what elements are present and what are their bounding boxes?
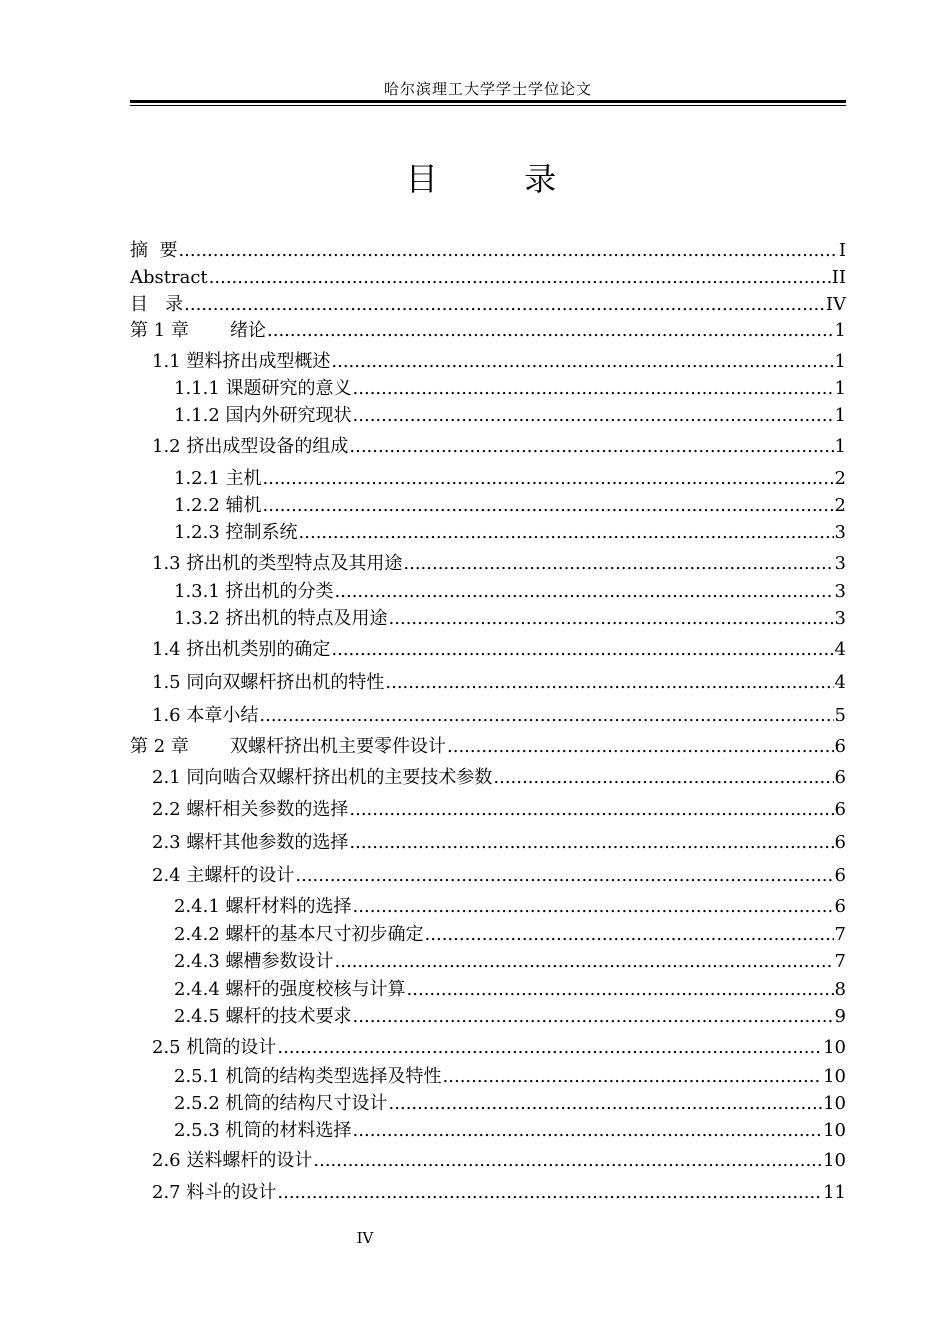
toc-entry-page: 6 [834, 799, 846, 820]
toc-entry-page: IV [825, 294, 846, 315]
toc-entry-page: 11 [823, 1182, 846, 1203]
toc-dot-leader [353, 1120, 823, 1142]
toc-entry-title: 螺槽参数设计 [225, 951, 334, 972]
toc-entry-label [174, 1093, 388, 1115]
toc-entry-page: 7 [834, 924, 846, 945]
toc-entry-label [174, 1066, 442, 1088]
toc-entry-title: 双螺杆挤出机主要零件设计 [230, 736, 446, 757]
toc-entry-number: 1.3.1 [174, 581, 220, 602]
toc-entry[interactable] [152, 1150, 846, 1172]
toc-entry[interactable] [174, 405, 846, 427]
toc-entry[interactable] [174, 468, 846, 490]
toc-entry-number: 2.4.4 [174, 979, 220, 1000]
header-rule-thin [130, 105, 846, 106]
toc-entry-number: 1.1.1 [174, 378, 220, 399]
toc-dot-leader [331, 639, 833, 661]
toc-entry-title: 课题研究的意义 [225, 378, 352, 399]
toc-entry-label [152, 1150, 312, 1172]
toc-entry-number: 2.5.2 [174, 1093, 220, 1114]
toc-entry-title: 本章小结 [186, 705, 259, 726]
toc-dot-leader [389, 608, 834, 630]
toc-entry[interactable] [174, 896, 846, 918]
toc-entry-label [174, 405, 352, 427]
toc-dot-leader [353, 896, 834, 918]
toc-entry[interactable] [174, 522, 846, 544]
toc-dot-leader [178, 240, 837, 262]
toc-entry[interactable] [174, 1066, 846, 1088]
toc-entry-page: 3 [834, 522, 846, 543]
toc-entry-number: 1.3 [152, 553, 181, 574]
toc-entry-page: 10 [823, 1066, 846, 1087]
toc-entry-label [152, 553, 402, 575]
toc-entry[interactable] [174, 1093, 846, 1115]
toc-entry[interactable] [152, 832, 846, 854]
toc-entry-number: 2.4.2 [174, 924, 220, 945]
toc-dot-leader [385, 672, 833, 694]
toc-entry-label [174, 979, 406, 1001]
running-header: 哈尔滨理工大学学士学位论文 [383, 80, 592, 98]
toc-entry-number: 1.1 [152, 351, 181, 372]
header-rule-thick [130, 100, 846, 103]
toc-entry-page: I [838, 240, 846, 261]
toc-dot-leader [267, 320, 834, 342]
toc-entry-page: 8 [834, 979, 846, 1000]
toc-entry-page: 10 [823, 1120, 846, 1141]
toc-entry-title: 国内外研究现状 [225, 405, 352, 426]
toc-entry-title: 挤出机类别的确定 [186, 639, 331, 660]
toc-entry-label [174, 951, 334, 973]
toc-dot-leader [443, 1066, 823, 1088]
toc-entry-page: 1 [834, 405, 846, 426]
toc-entry-title: 机筒的结构类型选择及特性 [225, 1066, 442, 1087]
toc-entry-number: 1.2 [152, 436, 181, 457]
toc-entry[interactable] [152, 865, 846, 887]
toc-entry-number: 2.5 [152, 1037, 181, 1058]
toc-entry-page: 7 [834, 951, 846, 972]
toc-dot-leader [263, 468, 834, 490]
toc-entry-page: 3 [834, 581, 846, 602]
page-title: 目 录 [405, 160, 571, 198]
toc-entry-label [152, 436, 348, 458]
toc-entry-label [152, 1182, 276, 1204]
toc-entry[interactable] [174, 378, 846, 400]
toc-entry-page: 2 [834, 468, 846, 489]
toc-entry-number: 第 2 章 [130, 736, 189, 757]
toc-entry-label [152, 672, 384, 694]
toc-entry-label [130, 736, 446, 758]
toc-entry-number: 2.6 [152, 1150, 181, 1171]
toc-entry-label [152, 351, 330, 373]
toc-entry[interactable] [174, 951, 846, 973]
toc-entry[interactable] [130, 294, 846, 316]
toc-entry-title: 辅机 [225, 495, 262, 516]
toc-dot-leader [277, 1182, 822, 1204]
toc-entry[interactable] [152, 799, 846, 821]
toc-dot-leader [425, 924, 834, 946]
toc-entry-label [174, 1006, 352, 1028]
toc-entry[interactable] [152, 767, 846, 789]
toc-entry[interactable] [152, 1037, 846, 1059]
toc-entry-title: 目 录 [130, 294, 184, 315]
toc-dot-leader [353, 405, 834, 427]
toc-entry-page: 10 [823, 1150, 846, 1171]
toc-entry-title: 料斗的设计 [186, 1182, 277, 1203]
toc-entry-label [130, 294, 183, 316]
toc-entry[interactable] [152, 351, 846, 373]
toc-entry-number: 2.2 [152, 799, 181, 820]
toc-entry-page: 4 [834, 639, 846, 660]
toc-entry-title: 螺杆其他参数的选择 [186, 832, 349, 853]
toc-dot-leader [349, 832, 833, 854]
toc-entry-title: 挤出机的分类 [225, 581, 334, 602]
toc-entry-title: 机筒的材料选择 [225, 1120, 352, 1141]
toc-entry-label [130, 240, 177, 262]
toc-dot-leader [263, 495, 834, 517]
toc-entry-title: 主机 [225, 468, 262, 489]
toc-entry-label [152, 705, 258, 727]
toc-entry[interactable] [174, 1120, 846, 1142]
toc-entry[interactable] [174, 1006, 846, 1028]
toc-entry-number: 2.3 [152, 832, 181, 853]
toc-entry[interactable] [130, 240, 846, 262]
page-number: IV [356, 1229, 374, 1247]
toc-entry-title: 挤出机的类型特点及其用途 [186, 553, 403, 574]
toc-entry-label [152, 639, 330, 661]
toc-dot-leader [259, 705, 833, 727]
toc-dot-leader [331, 351, 833, 373]
toc-entry-page: 3 [834, 553, 846, 574]
toc-dot-leader [353, 378, 834, 400]
toc-dot-leader [335, 581, 834, 603]
toc-entry-number: 1.2.3 [174, 522, 220, 543]
toc-entry-label [174, 378, 352, 400]
toc-entry[interactable] [174, 979, 846, 1001]
toc-entry-label [152, 767, 492, 789]
toc-entry[interactable] [152, 705, 846, 727]
toc-dot-leader [447, 736, 834, 758]
toc-entry[interactable] [152, 639, 846, 661]
toc-entry-title: 挤出机的特点及用途 [225, 608, 388, 629]
toc-entry-page: 6 [834, 865, 846, 886]
toc-entry-number: 2.7 [152, 1182, 181, 1203]
toc-dot-leader [493, 767, 833, 789]
toc-entry-title: 塑料挤出成型概述 [186, 351, 331, 372]
toc-entry-number: 1.2.1 [174, 468, 220, 489]
toc-entry-title: 绪论 [230, 320, 266, 341]
toc-entry-label [174, 468, 262, 490]
toc-dot-leader [209, 267, 831, 289]
toc-entry[interactable] [174, 608, 846, 630]
toc-entry-title: 控制系统 [225, 522, 298, 543]
toc-entry-page: 6 [834, 832, 846, 853]
toc-entry-label [152, 832, 348, 854]
toc-entry-page: 6 [834, 736, 846, 757]
toc-entry-title: 同向双螺杆挤出机的特性 [186, 672, 385, 693]
toc-entry[interactable] [130, 320, 846, 342]
toc-entry-title: 螺杆的技术要求 [225, 1006, 352, 1027]
toc-entry-number: 2.4.3 [174, 951, 220, 972]
toc-entry-title: 螺杆材料的选择 [225, 896, 352, 917]
toc-entry-page: 6 [834, 896, 846, 917]
toc-entry-label [152, 865, 294, 887]
toc-dot-leader [407, 979, 834, 1001]
toc-dot-leader [184, 294, 825, 316]
toc-entry-title: 挤出成型设备的组成 [186, 436, 349, 457]
toc-dot-leader [313, 1150, 822, 1172]
toc-entry-number: 1.5 [152, 672, 181, 693]
toc-entry-page: 1 [834, 320, 846, 341]
toc-entry-page: II [831, 267, 846, 288]
toc-entry-number: 1.6 [152, 705, 181, 726]
toc-entry-label [174, 495, 262, 517]
toc-entry-title: Abstract [130, 267, 208, 288]
toc-entry-title: 机筒的设计 [186, 1037, 277, 1058]
toc-entry-number: 2.1 [152, 767, 181, 788]
toc-dot-leader [349, 436, 833, 458]
toc-entry-title: 螺杆的基本尺寸初步确定 [225, 924, 424, 945]
toc-entry-title: 摘 要 [130, 240, 178, 261]
toc-entry-number: 1.4 [152, 639, 181, 660]
toc-entry-page: 5 [834, 705, 846, 726]
toc-entry-number: 第 1 章 [130, 320, 189, 341]
toc-entry-number: 1.1.2 [174, 405, 220, 426]
toc-entry[interactable] [130, 736, 846, 758]
toc-entry-page: 1 [834, 351, 846, 372]
toc-entry-label [152, 1037, 276, 1059]
toc-dot-leader [349, 799, 833, 821]
toc-entry-number: 2.5.1 [174, 1066, 220, 1087]
toc-entry-title: 同向啮合双螺杆挤出机的主要技术参数 [186, 767, 493, 788]
toc-entry[interactable] [152, 436, 846, 458]
toc-entry-number: 1.3.2 [174, 608, 220, 629]
toc-entry-page: 1 [834, 436, 846, 457]
toc-entry[interactable] [174, 581, 846, 603]
toc-entry-label [152, 799, 348, 821]
toc-entry[interactable] [174, 495, 846, 517]
toc-dot-leader [353, 1006, 834, 1028]
toc-entry-label [174, 608, 388, 630]
toc-entry-label [174, 522, 298, 544]
toc-entry-label [174, 924, 424, 946]
toc-entry-page: 4 [834, 672, 846, 693]
toc-entry-number: 2.4 [152, 865, 181, 886]
toc-entry-number: 2.5.3 [174, 1120, 220, 1141]
toc-dot-leader [335, 951, 834, 973]
toc-entry-number: 2.4.1 [174, 896, 220, 917]
toc-entry[interactable] [152, 1182, 846, 1204]
toc-entry-page: 1 [834, 378, 846, 399]
toc-entry[interactable] [130, 267, 846, 289]
toc-entry-title: 送料螺杆的设计 [186, 1150, 313, 1171]
toc-dot-leader [277, 1037, 822, 1059]
toc-entry-page: 10 [823, 1037, 846, 1058]
toc-entry[interactable] [152, 672, 846, 694]
toc-entry-label [130, 267, 208, 289]
toc-entry-number: 2.4.5 [174, 1006, 220, 1027]
toc-entry-page: 10 [823, 1093, 846, 1114]
toc-dot-leader [299, 522, 834, 544]
toc-dot-leader [295, 865, 833, 887]
toc-entry[interactable] [174, 924, 846, 946]
toc-entry-label [174, 581, 334, 603]
toc-dot-leader [389, 1093, 823, 1115]
toc-entry-page: 9 [834, 1006, 846, 1027]
toc-entry-label [130, 320, 266, 342]
toc-entry-title: 机筒的结构尺寸设计 [225, 1093, 388, 1114]
toc-entry-title: 螺杆的强度校核与计算 [225, 979, 406, 1000]
toc-dot-leader [403, 553, 833, 575]
toc-entry-number: 1.2.2 [174, 495, 220, 516]
toc-entry-title: 主螺杆的设计 [186, 865, 295, 886]
toc-entry-title: 螺杆相关参数的选择 [186, 799, 349, 820]
toc-entry-label [174, 896, 352, 918]
toc-entry-page: 3 [834, 608, 846, 629]
toc-entry[interactable] [152, 553, 846, 575]
toc-entry-label [174, 1120, 352, 1142]
toc-entry-page: 2 [834, 495, 846, 516]
toc-entry-page: 6 [834, 767, 846, 788]
